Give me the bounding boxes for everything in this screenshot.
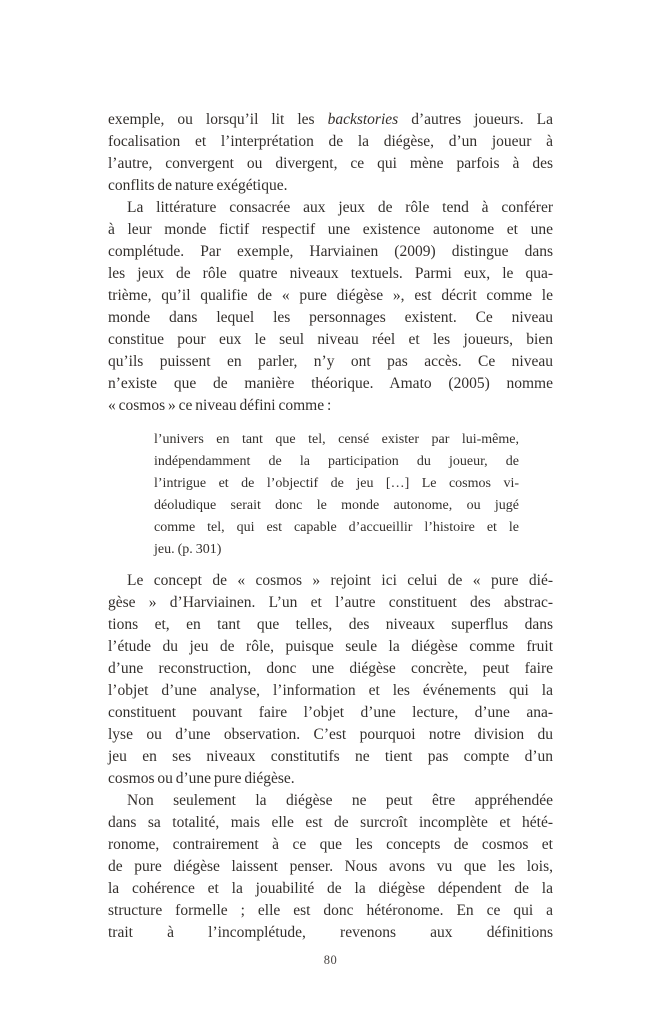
text-segment: d’autres joueurs. La bbox=[398, 111, 553, 128]
paragraph-4 bbox=[108, 790, 553, 944]
text-line: comme tel, qui est capable d’accueillir l’histoire et le bbox=[154, 520, 519, 535]
text-line: Le concept de « cosmos » rejoint ici celui de « pure dié- bbox=[127, 572, 553, 589]
text-line: à leur monde fictif respectif une existence autonome et une bbox=[108, 221, 553, 238]
text-segment: exemple, ou lorsqu’il lit les bbox=[108, 111, 328, 128]
text-line: les jeux de rôle quatre niveaux textuels. Parmi eux, le qua- bbox=[108, 265, 553, 282]
text-line: constituent pouvant faire l’objet d’une lecture, d’une ana- bbox=[108, 704, 553, 721]
text-column bbox=[108, 109, 553, 968]
text-line: de pure diégèse laissent penser. Nous avons vu que les lois, bbox=[108, 858, 553, 875]
text-line: Non seulement la diégèse ne peut être appréhendée bbox=[127, 792, 553, 809]
text-line: structure formelle ; elle est donc hétéronome. En ce qui a bbox=[108, 902, 553, 919]
text-line: l’intrigue et de l’objectif de jeu […] Le cosmos vi- bbox=[154, 476, 519, 491]
text-line: « cosmos » ce niveau défini comme : bbox=[108, 397, 332, 414]
text-line: l’univers en tant que tel, censé exister par lui-même, bbox=[154, 432, 519, 447]
text-line: n’existe que de manière théorique. Amato (2005) nomme bbox=[108, 375, 553, 392]
text-line: l’objet d’une analyse, l’information et les événements qui la bbox=[108, 682, 553, 699]
text-line: La littérature consacrée aux jeux de rôle tend à conférer bbox=[127, 199, 553, 216]
text-line: ronome, contrairement à ce que les concepts de cosmos et bbox=[108, 836, 553, 853]
text-line: jeu en ses niveaux constitutifs ne tient pas compte d’un bbox=[108, 748, 553, 765]
block-quote bbox=[154, 429, 519, 561]
text-line: monde dans lequel les personnages existent. Ce niveau bbox=[108, 309, 553, 326]
page-number: 80 bbox=[323, 953, 338, 967]
text-line: la cohérence et la jouabilité de la diégèse dépendent de la bbox=[108, 880, 553, 897]
text-line: trième, qu’il qualifie de « pure diégèse », est décrit comme le bbox=[108, 287, 553, 304]
text-line: lyse ou d’une observation. C’est pourquoi notre division du bbox=[108, 726, 553, 743]
text-line: l’étude du jeu de rôle, puisque seule la diégèse comme fruit bbox=[108, 638, 553, 655]
text-line: focalisation et l’interprétation de la diégèse, d’un joueur à bbox=[108, 133, 553, 150]
text-line: qu’ils puissent en parler, n’y ont pas accès. Ce niveau bbox=[108, 353, 553, 370]
text-line: complétude. Par exemple, Harviainen (2009) distingue dans bbox=[108, 243, 553, 260]
text-line: trait à l’incomplétude, revenons aux définitions bbox=[108, 924, 553, 941]
text-line: dans sa totalité, mais elle est de surcroît incomplète et hété- bbox=[108, 814, 553, 831]
text-line: constitue pour eux le seul niveau réel et les joueurs, bien bbox=[108, 331, 553, 348]
paragraph-1 bbox=[108, 109, 553, 197]
text-line: déoludique serait donc le monde autonome, ou jugé bbox=[154, 498, 519, 513]
paragraph-2 bbox=[108, 197, 553, 417]
text-line: cosmos ou d’une pure diégèse. bbox=[108, 770, 295, 787]
text-line: conflits de nature exégétique. bbox=[108, 177, 288, 194]
text-line bbox=[108, 109, 553, 131]
text-line: gèse » d’Harviainen. L’un et l’autre constituent des abstrac- bbox=[108, 594, 553, 611]
text-line: jeu. (p. 301) bbox=[154, 542, 222, 557]
text-line: l’autre, convergent ou divergent, ce qui mène parfois à des bbox=[108, 155, 553, 172]
paragraph-3 bbox=[108, 570, 553, 790]
italic-term: backstories bbox=[327, 111, 399, 128]
text-line: tions et, en tant que telles, des niveaux superflus dans bbox=[108, 616, 553, 633]
text-line: d’une reconstruction, donc une diégèse concrète, peut faire bbox=[108, 660, 553, 677]
text-line: indépendamment de la participation du joueur, de bbox=[154, 454, 519, 469]
